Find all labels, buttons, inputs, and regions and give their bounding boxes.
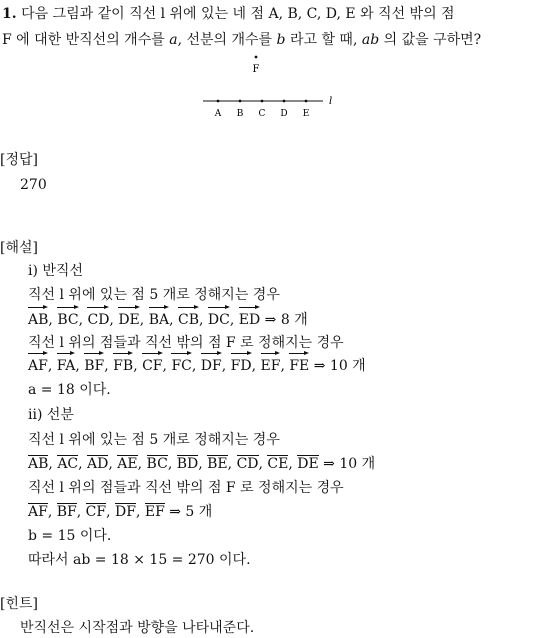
ray-fd: FD (231, 356, 252, 376)
ray-ab: AB (28, 310, 48, 330)
segment-bf: BF (56, 504, 77, 520)
segment-ef: EF (144, 504, 165, 520)
problem-text-2c: 라고 할 때, (285, 32, 362, 48)
ray-bc: BC (57, 310, 78, 330)
segment-be: BE (207, 456, 228, 472)
segment-ce: CE (267, 456, 289, 472)
ray-sum: a = 18 이다. (28, 382, 111, 398)
line-points (214, 100, 310, 119)
variable-b: b (276, 32, 286, 48)
ray-result-1: ⇒ 8 개 (264, 312, 308, 328)
ray-arrow (142, 351, 162, 357)
answer-heading: [정답] (0, 152, 38, 168)
ray-arrow (178, 305, 199, 311)
point-e-dot (305, 100, 308, 103)
explanation-heading: [해설] (0, 240, 38, 256)
ray-arrow (84, 351, 104, 357)
point-b-label: B (236, 109, 244, 119)
segment-case-2: 직선 l 위의 점들과 직선 밖의 점 F 로 정해지는 경우 (28, 480, 344, 496)
ray-cd: CD (87, 310, 109, 330)
problem-text-1: 다음 그림과 같이 직선 l 위에 있는 네 점 A, B, C, D, E 와 직선 밖의 점 (21, 6, 455, 22)
ray-arrow (28, 305, 48, 311)
point-d-dot (283, 100, 286, 103)
conclusion: 따라서 ab = 18 × 15 = 270 이다. (28, 552, 251, 568)
segment-result-1: ⇒ 10 개 (323, 456, 376, 472)
ray-fb: FB (113, 356, 133, 376)
point-e-label: E (302, 109, 310, 119)
segment-cf: CF (85, 504, 107, 520)
ray-arrow (57, 305, 78, 311)
ray-list-2-items: AF, FA, BF, FB, CF, FC, DF, FD, EF, FE (28, 358, 314, 374)
problem-line-2 (2, 30, 481, 50)
ray-cf: CF (142, 356, 162, 376)
ray-bf: BF (84, 356, 104, 376)
ray-list-2 (28, 356, 366, 376)
answer-value: 270 (20, 177, 47, 193)
ray-result-2: ⇒ 10 개 (313, 358, 366, 374)
ray-df: DF (201, 356, 222, 376)
hint-text: 반직선은 시작점과 방향을 나타내준다. (20, 620, 255, 636)
segment-list-1 (28, 454, 375, 474)
segment-list-2-items: AF, BF, CF, DF, EF (28, 504, 165, 520)
segment-list-2 (28, 502, 212, 522)
ray-dc: DC (208, 310, 230, 330)
ray-arrow (208, 305, 230, 311)
ray-fc: FC (171, 356, 191, 376)
segment-list-1-items: AB, AC, AD, AE, BC, BD, BE, CD, CE, DE (28, 456, 319, 472)
segment-ac: AC (57, 456, 79, 472)
point-f-label: F (252, 64, 260, 75)
point-f-dot (255, 56, 258, 59)
line-l-label: l (329, 96, 333, 107)
ray-ba: BA (149, 310, 169, 330)
variable-ab: ab (361, 32, 380, 48)
segment-case-1: 직선 l 위에 있는 점 5 개로 정해지는 경우 (28, 432, 280, 448)
segment-ab: AB (28, 456, 49, 472)
segment-af: AF (28, 504, 48, 520)
segment-section-title: ⅱ) 선분 (28, 407, 74, 423)
problem-line-1 (2, 4, 455, 24)
variable-a: a (169, 32, 178, 48)
problem-text-2b: , 선분의 개수를 (177, 32, 277, 48)
segment-df: DF (115, 504, 136, 520)
ray-cb: CB (178, 310, 199, 330)
ray-arrow (171, 351, 191, 357)
ray-arrow (231, 351, 252, 357)
point-b-dot (239, 100, 242, 103)
problem-text-2d: 의 값을 구하면? (379, 32, 482, 48)
segment-de: DE (297, 456, 319, 472)
ray-case-2: 직선 l 위의 점들과 직선 밖의 점 F 로 정해지는 경우 (28, 335, 344, 351)
ray-section-title: ⅰ) 반직선 (28, 263, 83, 279)
ray-arrow (118, 305, 139, 311)
point-a-dot (217, 100, 220, 103)
ray-fa: FA (57, 356, 76, 376)
hint-heading: [힌트] (0, 596, 38, 612)
point-c-label: C (258, 109, 266, 119)
ray-af: AF (28, 356, 48, 376)
ray-arrow (57, 351, 76, 357)
point-c-dot (261, 100, 264, 103)
ray-ed: ED (239, 310, 260, 330)
ray-arrow (261, 351, 281, 357)
segment-bc: BC (146, 456, 168, 472)
ray-list-1-items: AB, BC, CD, DE, BA, CB, DC, ED (28, 312, 265, 328)
ray-arrow (149, 305, 169, 311)
ray-arrow (113, 351, 133, 357)
ray-de: DE (118, 310, 139, 330)
ray-arrow (239, 305, 260, 311)
ray-list-1 (28, 310, 308, 330)
points-figure (195, 52, 345, 124)
ray-arrow (201, 351, 222, 357)
segment-bd: BD (176, 456, 199, 472)
ray-arrow (289, 351, 309, 357)
ray-case-1: 직선 l 위에 있는 점 5 개로 정해지는 경우 (28, 287, 280, 303)
segment-result-2: ⇒ 5 개 (169, 504, 213, 520)
problem-text-2a: F 에 대한 반직선의 개수를 (2, 32, 170, 48)
segment-ad: AD (87, 456, 109, 472)
ray-arrow (28, 351, 48, 357)
segment-cd: CD (236, 456, 259, 472)
point-d-label: D (280, 109, 288, 119)
segment-ae: AE (117, 456, 138, 472)
ray-fe: FE (289, 356, 309, 376)
problem-number: 1. (2, 6, 17, 22)
ray-arrow (87, 305, 109, 311)
ray-ef: EF (261, 356, 281, 376)
segment-sum: b = 15 이다. (28, 528, 112, 544)
point-a-label: A (214, 109, 222, 119)
